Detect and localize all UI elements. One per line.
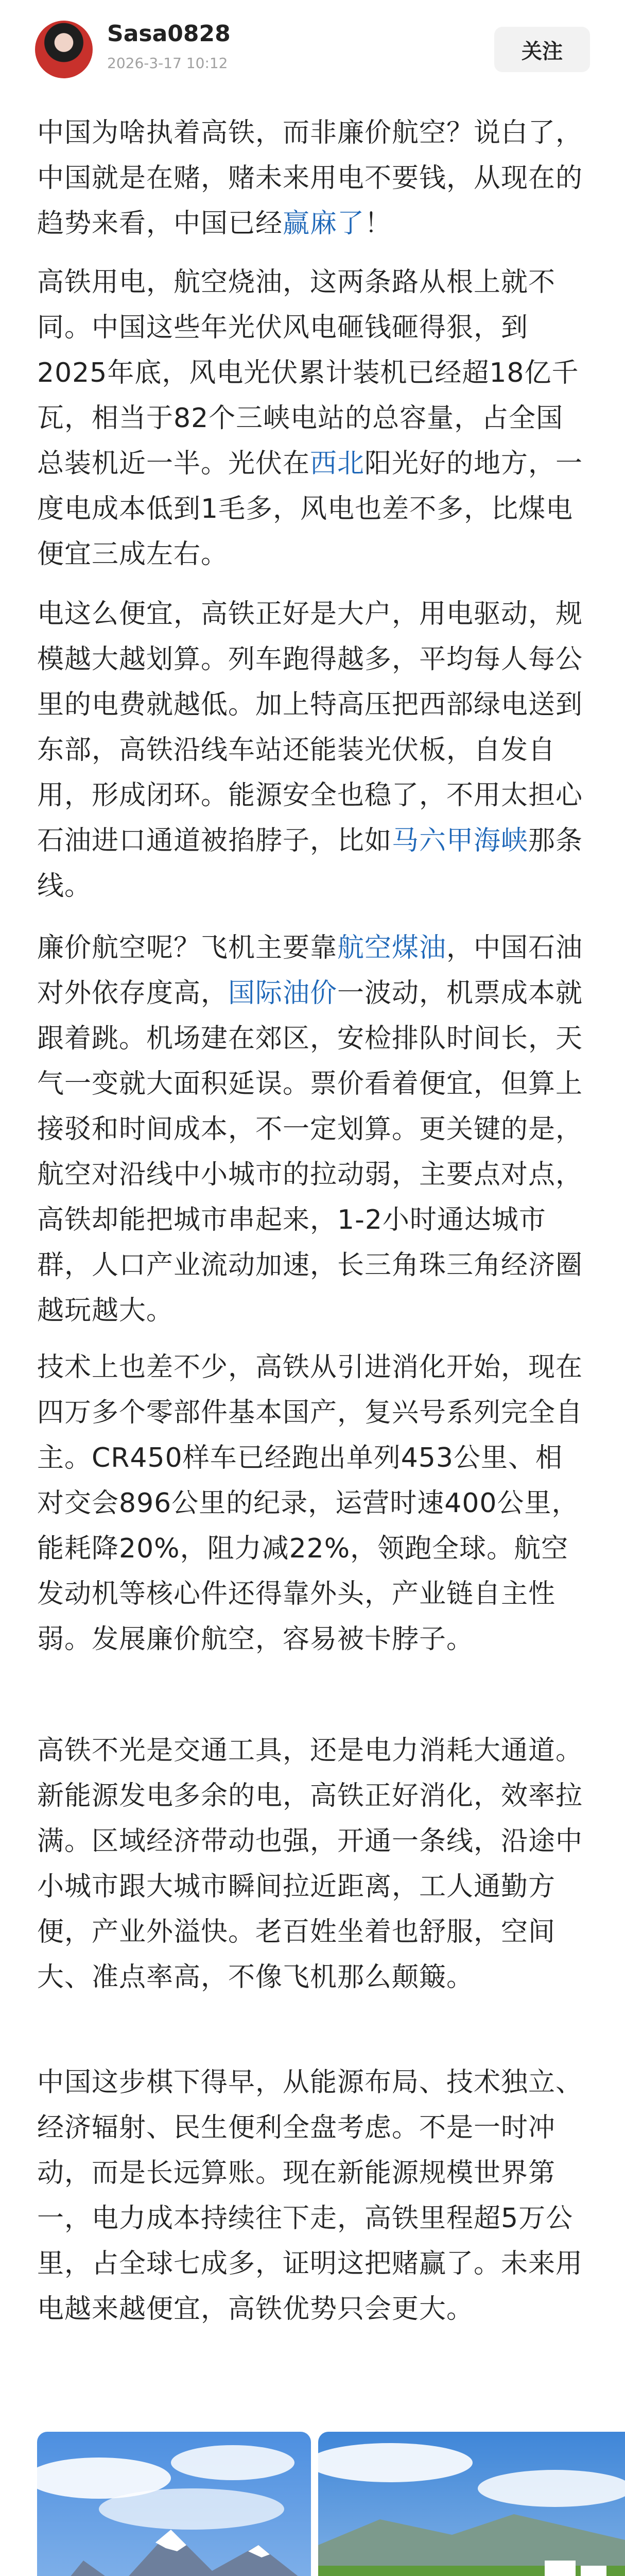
post-image-1[interactable] bbox=[37, 2432, 311, 2576]
post-paragraph-2 bbox=[37, 260, 588, 577]
topic-link-jet-fuel[interactable]: 航空煤油 bbox=[337, 933, 447, 963]
post-timestamp: 2026-3-17 10:12 bbox=[107, 55, 228, 72]
topic-link-malacca-strait[interactable]: 马六甲海峡 bbox=[392, 825, 529, 856]
post-paragraph-6: 高铁不光是交通工具，还是电力消耗大通道。新能源发电多余的电，高铁正好消化，效率拉满。区域经济带动也强，开通一条线，沿途中小城市跟大城市瞬间拉近距离，工人通勤方便，产业外溢快。老百姓坐着也舒服，空间大、准点率高，不像飞机那么颠簸。 bbox=[37, 1735, 583, 1993]
paragraph-text: 阳光好的地方，一度电成本低到1毛多，风电也差不多，比煤电便宜三成左右。 bbox=[37, 448, 583, 570]
post-paragraph-7: 中国这步棋下得早，从能源布局、技术独立、经济辐射、民生便利全盘考虑。不是一时冲动，而是长远算账。现在新能源规模世界第一，电力成本持续往下走，高铁里程超5万公里，占全球七成多，证明这把赌赢了。未来用电越来越便宜，高铁优势只会更大。 bbox=[37, 2067, 583, 2325]
avatar[interactable] bbox=[35, 21, 93, 78]
post-paragraph-5: 技术上也差不少，高铁从引进消化开始，现在四万多个零部件基本国产，复兴号系列完全自主。CR450样车已经跑出单列453公里、相对交会896公里的纪录，运营时速400公里，能耗降20%，阻力减22%，领跑全球。航空发动机等核心件还得靠外头，产业链自主性弱。发展廉价航空，容易被卡脖子。 bbox=[37, 1352, 583, 1655]
paragraph-text: 廉价航空呢？飞机主要靠 bbox=[37, 933, 338, 963]
mountain-train-photo bbox=[37, 2432, 311, 2576]
paragraph-text: 高铁用电，航空烧油，这两条路从根上就不同。中国这些年光伏风电砸钱砸得狠，到2025年底，风电光伏累计装机已经超18亿千瓦，相当于82个三峡电站的总容量，占全国总装机近一半。光伏在 bbox=[37, 267, 579, 479]
topic-link-oil-price[interactable]: 国际油价 bbox=[228, 978, 338, 1009]
paragraph-text: 那条线。 bbox=[37, 825, 583, 902]
viaduct-train-photo bbox=[318, 2432, 625, 2576]
topic-link-xibei[interactable]: 西北 bbox=[310, 448, 365, 479]
paragraph-text: 中国为啥执着高铁，而非廉价航空？说白了，中国就是在赌，赌未来用电不要钱，从现在的趋势来看，中国已经 bbox=[37, 117, 583, 239]
topic-link-yingmale[interactable]: 赢麻了 bbox=[283, 208, 365, 239]
paragraph-text: 电这么便宜，高铁正好是大户，用电驱动，规模越大越划算。列车跑得越多，平均每人每公里的电费就越低。加上特高压把西部绿电送到东部，高铁沿线车站还能装光伏板，自发自用，形成闭环。能源安全也稳了，不用太担心石油进口通道被掐脖子，比如 bbox=[37, 599, 583, 856]
post-paragraph-1 bbox=[37, 110, 588, 246]
paragraph-text: 一波动，机票成本就跟着跳。机场建在郊区，安检排队时间长，天气一变就大面积延误。票价看着便宜，但算上接驳和时间成本，不一定划算。更关键的是，航空对沿线中小城市的拉动弱，主要点对点，高铁却能把城市串起来，1-2小时通达城市群，人口产业流动加速，长三角珠三角经济圈越玩越大。 bbox=[37, 978, 583, 1326]
follow-button[interactable]: 关注 bbox=[494, 27, 590, 72]
paragraph-text: ！ bbox=[364, 208, 392, 239]
paragraph-text: ，中国石油对外依存度高， bbox=[37, 933, 583, 1009]
username[interactable]: Sasa0828 bbox=[107, 21, 231, 47]
post-header bbox=[0, 0, 625, 98]
post-image-2[interactable] bbox=[318, 2432, 625, 2576]
post-paragraph-4 bbox=[37, 925, 588, 1333]
post-paragraph-3 bbox=[37, 591, 588, 909]
